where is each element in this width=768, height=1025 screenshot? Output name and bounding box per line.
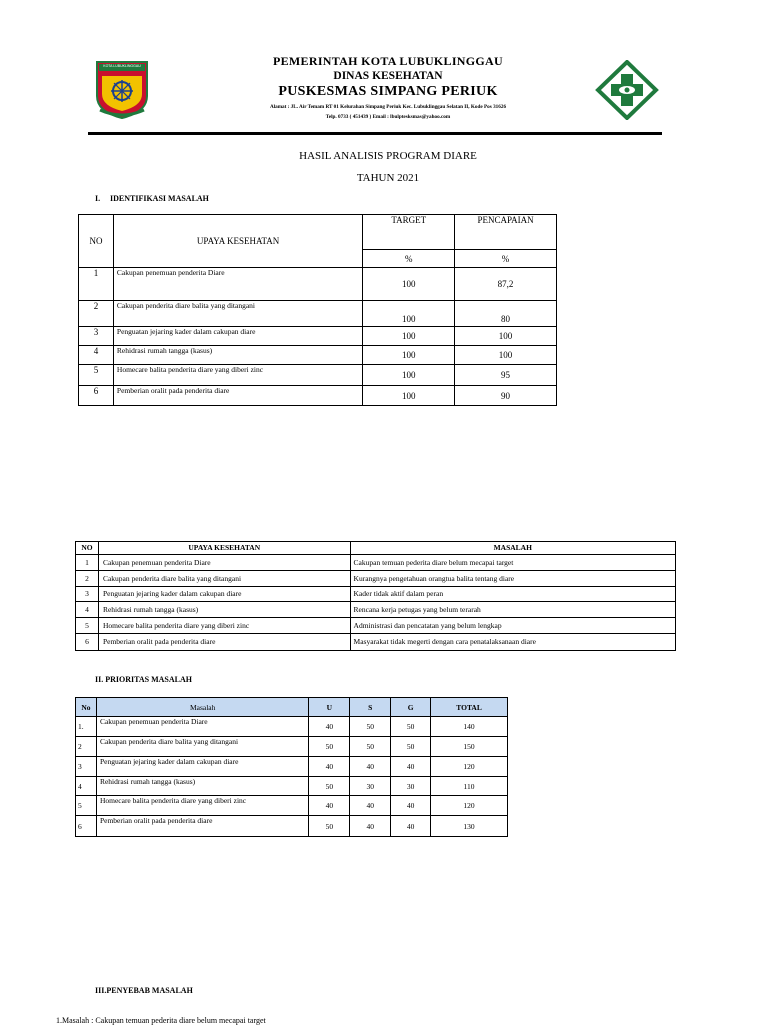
table-row-g: 50 [391,717,431,737]
table-row-u: 40 [309,796,350,816]
col-header-masalah: Masalah [96,698,308,717]
table-row-s: 40 [350,816,391,837]
table-row-no: 6 [76,634,99,651]
col-header-s: S [350,698,391,717]
table-row-s: 50 [350,737,391,757]
col-header-target: TARGET [363,215,455,250]
table-row-total: 140 [431,717,508,737]
letterhead-address: Alamat : JL. Air Temam RT 01 Kelurahan Simpang Periuk Kec. Lubuklinggau Selatan II, Kode Pos 31626 [269,104,507,110]
table-row-pencapaian: 95 [455,365,557,386]
col-header-no: NO [76,542,99,555]
table-row-g: 40 [391,816,431,837]
table-row-pencapaian: 100 [455,327,557,346]
table-row-no: 2 [76,571,99,587]
section1-number: I. [95,194,101,203]
table-row-upaya: Rehidrasi rumah tangga (kasus) [98,602,350,618]
table-row-pencapaian: 87,2 [455,268,557,301]
table-row-target: 100 [363,365,455,386]
table-row-g: 40 [391,757,431,777]
table-row-target: 100 [363,327,455,346]
puskesmas-logo [595,60,659,120]
table-row-upaya: Homecare balita penderita diare yang diberi zinc [98,618,350,634]
table-row-no: 1 [76,555,99,571]
table-row-target: 100 [363,386,455,406]
table-row-masalah: Penguatan jejaring kader dalam cakupan diare [96,757,308,777]
table-row-masalah: Cakupan penderita diare balita yang ditangani [96,737,308,757]
table-row-no: 3 [76,757,97,777]
table-row-upaya: Rehidrasi rumah tangga (kasus) [113,346,362,365]
table-row-no: 3 [79,327,114,346]
table-row-no: 4 [76,602,99,618]
table-row-no: 3 [76,587,99,602]
letterhead-contact: Telp. 0733 ( 451439 ) Email : lbulptesksmas@yahoo.com [325,114,451,120]
table-row-upaya: Cakupan penemuan penderita Diare [98,555,350,571]
col-header-g: G [391,698,431,717]
table-row-no: 1. [76,717,97,737]
table-row-masalah: Rehidrasi rumah tangga (kasus) [96,777,308,796]
table-row-target: 100 [363,301,455,327]
section2-heading: II. PRIORITAS MASALAH [95,675,192,684]
table-row-no: 4 [79,346,114,365]
table-row-no: 2 [76,737,97,757]
table-row-s: 50 [350,717,391,737]
pencapaian-unit: % [455,250,557,268]
table-row-total: 120 [431,757,508,777]
crest-logo-text: KOTA LUBUKLINGGAU [103,64,141,68]
col-header-no: No [76,698,97,717]
col-header-pencapaian: PENCAPAIAN [455,215,557,250]
table-row-g: 50 [391,737,431,757]
table-row-pencapaian: 80 [455,301,557,327]
letterhead-rule [88,132,662,135]
footer-cut-line: 1.Masalah : Cakupan temuan pederita diare belum mecapai target [56,1016,266,1025]
col-header-total: TOTAL [431,698,508,717]
table-row-no: 5 [76,618,99,634]
table-row-s: 40 [350,757,391,777]
table-row-upaya: Homecare balita penderita diare yang diberi zinc [113,365,362,386]
table-row-no: 1 [79,268,114,301]
table-row-masalah: Cakupan penemuan penderita Diare [96,717,308,737]
table-row-s: 40 [350,796,391,816]
table-row-u: 50 [309,816,350,837]
table-row-total: 110 [431,777,508,796]
letterhead-line2: DINAS KESEHATAN [333,70,443,82]
section1-heading: IDENTIFIKASI MASALAH [110,194,209,203]
table-row-no: 4 [76,777,97,796]
col-header-upaya: UPAYA KESEHATAN [98,542,350,555]
document-title: HASIL ANALISIS PROGRAM DIARE [299,150,477,162]
letterhead-line3: PUSKESMAS SIMPANG PERIUK [278,84,498,99]
table-row-total: 120 [431,796,508,816]
section3-heading: III.PENYEBAB MASALAH [95,986,193,995]
table-row-total: 150 [431,737,508,757]
table-row-masalah: Rencana kerja petugas yang belum terarah [350,602,675,618]
table-row-g: 40 [391,796,431,816]
table-row-upaya: Pemberian oralit pada penderita diare [113,386,362,406]
table-row-upaya: Penguatan jejaring kader dalam cakupan diare [113,327,362,346]
table-row-pencapaian: 90 [455,386,557,406]
col-header-masalah: MASALAH [350,542,675,555]
table-row-pencapaian: 100 [455,346,557,365]
table-row-masalah: Pemberian oralit pada penderita diare [96,816,308,837]
table-row-no: 6 [79,386,114,406]
table-row-u: 50 [309,777,350,796]
table-row-u: 50 [309,737,350,757]
table-row-no: 2 [79,301,114,327]
table-row-upaya: Cakupan penderita diare balita yang ditangani [113,301,362,327]
identification-table [78,214,557,406]
letterhead-line1: PEMERINTAH KOTA LUBUKLINGGAU [273,54,503,68]
table-row-masalah: Masyarakat tidak megerti dengan cara penatalaksanaan diare [350,634,675,651]
table-row-masalah: Homecare balita penderita diare yang diberi zinc [96,796,308,816]
target-unit: % [363,250,455,268]
table-row-no: 6 [76,816,97,837]
table-row-s: 30 [350,777,391,796]
table-row-masalah: Kurangnya pengetahuan orangtua balita tentang diare [350,571,675,587]
problem-table [75,541,676,651]
table-row-masalah: Kader tidak aktif dalam peran [350,587,675,602]
table-row-target: 100 [363,268,455,301]
priority-header-row [76,698,508,717]
table-row-u: 40 [309,757,350,777]
table-row-upaya: Cakupan penemuan penderita Diare [113,268,362,301]
table-row-upaya: Cakupan penderita diare balita yang ditangani [98,571,350,587]
table-row-masalah: Administrasi dan pencatatan yang belum lengkap [350,618,675,634]
col-header-no: NO [79,215,114,268]
table-row-upaya: Penguatan jejaring kader dalam cakupan diare [98,587,350,602]
col-header-u: U [309,698,350,717]
table-row-no: 5 [76,796,97,816]
table-row-g: 30 [391,777,431,796]
document-year: TAHUN 2021 [356,172,420,184]
table-row-target: 100 [363,346,455,365]
table-row-total: 130 [431,816,508,837]
table-row-u: 40 [309,717,350,737]
priority-table [75,697,508,837]
table-row-upaya: Pemberian oralit pada penderita diare [98,634,350,651]
table-row-no: 5 [79,365,114,386]
table-row-masalah: Cakupan temuan pederita diare belum mecapai target [350,555,675,571]
col-header-upaya: UPAYA KESEHATAN [113,215,362,268]
